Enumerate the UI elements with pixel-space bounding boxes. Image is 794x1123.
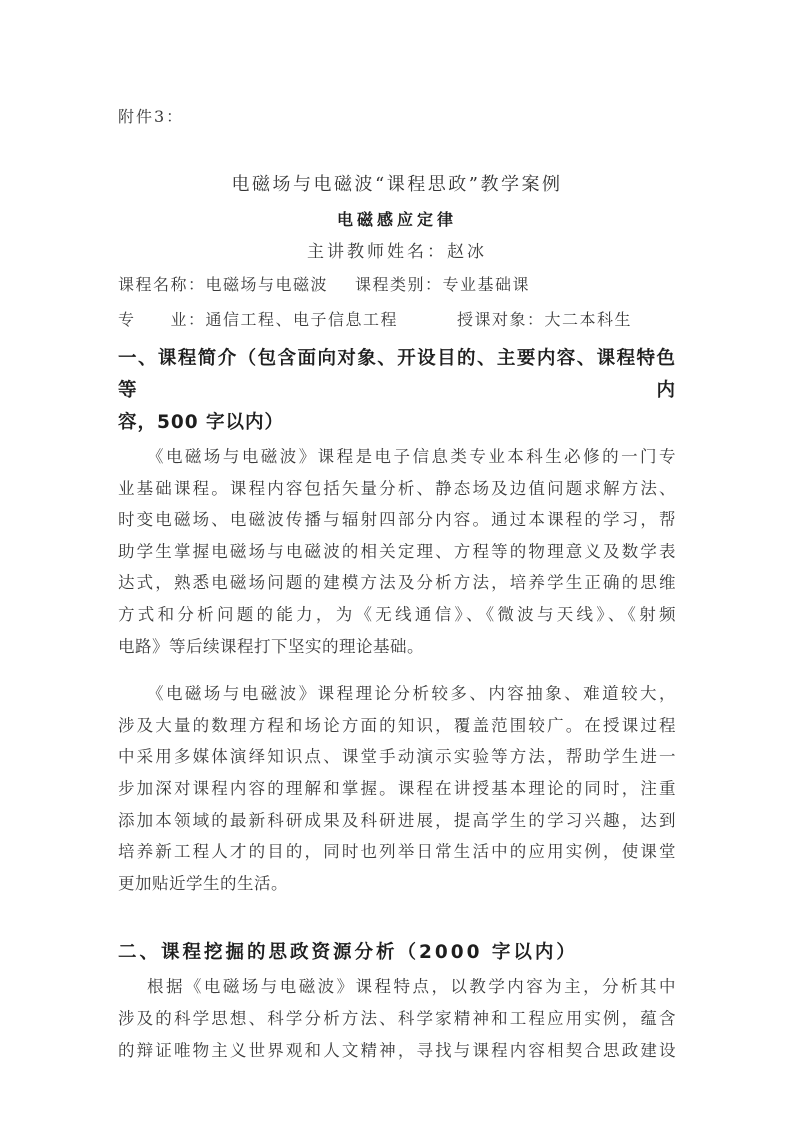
paragraph	[118, 971, 676, 1066]
course-meta-row-2	[118, 309, 676, 331]
document-subtitle: 电磁感应定律	[336, 210, 457, 229]
paragraph-line: 达式，熟悉电磁场问题的建模方法及分析方法，培养学生正确的思维	[118, 573, 676, 593]
paragraph	[118, 441, 676, 662]
course-audience-label: 授课对象：大二本科生	[457, 310, 633, 329]
attachment-label: 附件3：	[118, 107, 185, 126]
section-heading	[118, 343, 676, 439]
instructor-line: 主讲教师姓名：赵冰	[307, 242, 487, 262]
paragraph-line: 《电磁场与电磁波》课程是电子信息类专业本科生必修的一门专	[147, 447, 676, 466]
paragraph-line: 助学生掌握电磁场与电磁波的相关定理、方程等的物理意义及数学表	[118, 541, 676, 561]
paragraph-line: 时变电磁场、电磁波传播与辐射四部分内容。通过本课程的学习，帮	[118, 510, 676, 530]
document-body	[118, 343, 676, 1066]
paragraph-line: 更加贴近学生的生活。	[118, 873, 288, 893]
paragraph-line: 涉及的科学思想、科学分析方法、科学家精神和工程应用实例，蕴含	[118, 1008, 676, 1028]
paragraph-line: 根据《电磁场与电磁波》课程特点，以教学内容为主，分析其中	[147, 977, 676, 997]
paragraph-line: 业基础课程。课程内容包括矢量分析、静态场及边值问题求解方法、	[118, 478, 676, 498]
section-heading-line: 二、课程挖掘的思政资源分析（2000 字以内）	[118, 942, 578, 964]
paragraph-line: 步加深对课程内容的理解和掌握。课程在讲授基本理论的同时，注重	[118, 778, 676, 798]
paragraph-line: 的辩证唯物主义世界观和人文精神，寻找与课程内容相契合思政建设	[118, 1040, 676, 1060]
document-section	[118, 937, 676, 1066]
course-meta-row-1	[118, 274, 676, 296]
course-name-label: 课程名称：电磁场与电磁波	[118, 275, 329, 294]
paragraph-line: 中采用多媒体演绎知识点、课堂手动演示实验等方法，帮助学生进一	[118, 747, 676, 767]
section-heading-line: 容，500 字以内）	[118, 412, 285, 433]
paragraph-line: 添加本领域的最新科研成果及科研进展，提高学生的学习兴趣，达到	[118, 810, 676, 830]
paragraph	[118, 678, 676, 899]
course-major-label: 专 业：通信工程、电子信息工程	[118, 310, 399, 329]
paragraph-line: 电路》等后续课程打下坚实的理论基础。	[118, 636, 424, 656]
document-section	[118, 343, 676, 899]
document-title: 电磁场与电磁波“课程思政”教学案例	[231, 174, 563, 195]
paragraph-line: 方式和分析问题的能力，为《无线通信》、《微波与天线》、《射频	[118, 604, 676, 624]
course-category-label: 课程类别：专业基础课	[355, 275, 531, 294]
paragraph-line: 培养新工程人才的目的，同时也列举日常生活中的应用实例，使课堂	[118, 842, 676, 862]
section-heading-line: 一、课程简介（包含面向对象、开设目的、主要内容、课程特色等内	[118, 348, 676, 401]
paragraph-line: 《电磁场与电磁波》课程理论分析较多、内容抽象、难道较大，	[147, 684, 676, 704]
paragraph-line: 涉及大量的数理方程和场论方面的知识，覆盖范围较广。在授课过程	[118, 715, 676, 735]
section-heading	[118, 937, 676, 969]
